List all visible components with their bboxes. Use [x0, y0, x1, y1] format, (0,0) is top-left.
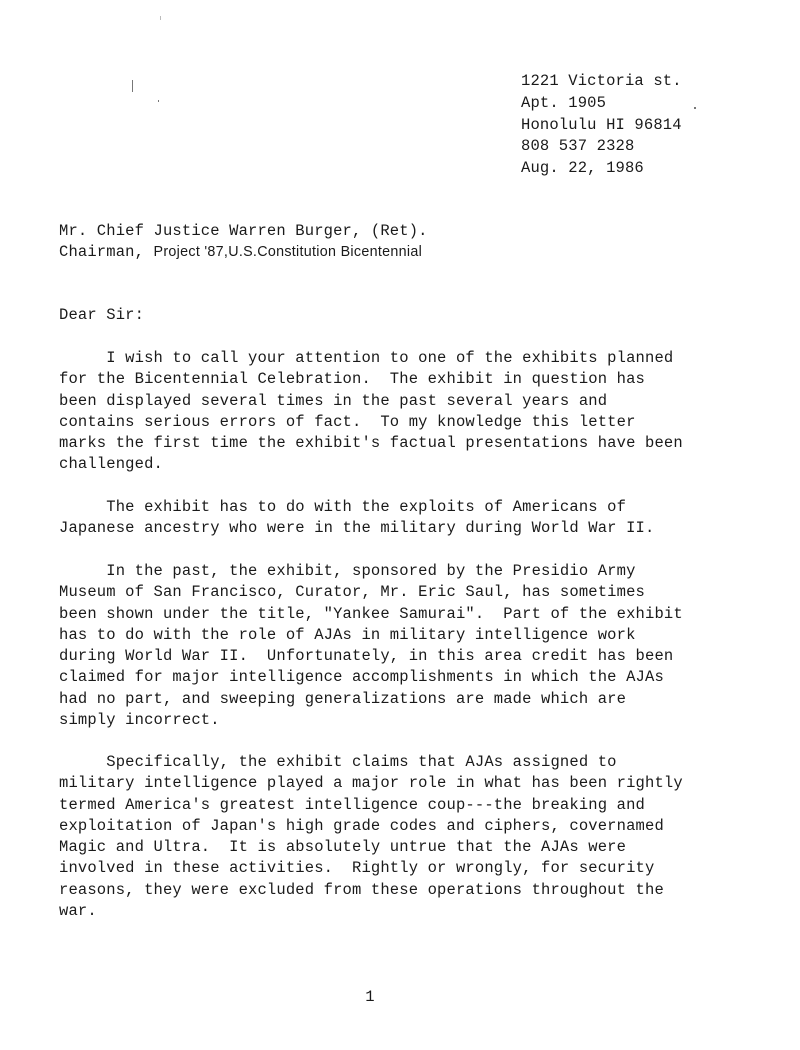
body-paragraph-1 — [59, 348, 759, 476]
sender-city: Honolulu HI 96814 — [521, 115, 682, 134]
scan-speck — [160, 16, 161, 20]
salutation: Dear Sir: — [59, 306, 145, 324]
paragraph-line: simply incorrect. — [59, 711, 220, 730]
paragraph-line: Specifically, the exhibit claims that AJAs assigned to — [59, 753, 617, 771]
letter-date: Aug. 22, 1986 — [521, 159, 644, 178]
sender-address — [521, 71, 682, 180]
recipient-title-project: Project '87,U.S.Constitution Bicentennial — [153, 244, 423, 261]
sender-street: 1221 Victoria st. — [521, 72, 682, 90]
paragraph-line: I wish to call your attention to one of the exhibits planned — [59, 349, 674, 367]
body-paragraph-4 — [59, 752, 759, 922]
paragraph-line: been displayed several times in the past several years and — [59, 391, 608, 410]
recipient-title — [59, 242, 428, 263]
paragraph-line: reasons, they were excluded from these operations throughout the — [59, 880, 664, 899]
paragraph-line: has to do with the role of AJAs in military intelligence work — [59, 625, 636, 644]
paragraph-line: In the past, the exhibit, sponsored by the Presidio Army — [59, 562, 636, 580]
paragraph-line: challenged. — [59, 455, 163, 474]
paragraph-line: during World War II. Unfortunately, in this area credit has been — [59, 647, 674, 666]
recipient-name: Mr. Chief Justice Warren Burger, (Ret). — [59, 222, 428, 240]
paragraph-line: Magic and Ultra. It is absolutely untrue that the AJAs were — [59, 838, 627, 857]
paragraph-line: Japanese ancestry who were in the military during World War II. — [59, 519, 655, 538]
body-paragraph-3 — [59, 561, 759, 731]
scan-speck — [132, 80, 133, 92]
sender-apartment: Apt. 1905 — [521, 93, 607, 112]
paragraph-line: military intelligence played a major role in what has been rightly — [59, 774, 683, 793]
paragraph-line: had no part, and sweeping generalizations are made which are — [59, 689, 627, 708]
paragraph-line: The exhibit has to do with the exploits of Americans of — [59, 498, 627, 516]
paragraph-line: Museum of San Francisco, Curator, Mr. Eric Saul, has sometimes — [59, 583, 645, 602]
recipient-address — [59, 221, 428, 264]
page-number: 1 — [365, 988, 375, 1006]
paragraph-line: involved in these activities. Rightly or wrongly, for security — [59, 859, 655, 878]
paragraph-line: war. — [59, 902, 97, 921]
paragraph-line: exploitation of Japan's high grade codes and ciphers, covernamed — [59, 816, 664, 835]
recipient-title-prefix: Chairman, — [59, 243, 154, 262]
scan-speck — [158, 100, 159, 102]
body-paragraph-2 — [59, 497, 759, 540]
paragraph-line: claimed for major intelligence accomplishments in which the AJAs — [59, 668, 664, 687]
paragraph-line: been shown under the title, "Yankee Samurai". Part of the exhibit — [59, 604, 683, 623]
paragraph-line: contains serious errors of fact. To my knowledge this letter — [59, 412, 636, 431]
sender-phone: 808 537 2328 — [521, 137, 635, 156]
paragraph-line: termed America's greatest intelligence coup---the breaking and — [59, 795, 645, 814]
paragraph-line: for the Bicentennial Celebration. The exhibit in question has — [59, 370, 645, 389]
paragraph-line: marks the first time the exhibit's factual presentations have been — [59, 434, 683, 453]
scan-speck — [694, 107, 696, 109]
